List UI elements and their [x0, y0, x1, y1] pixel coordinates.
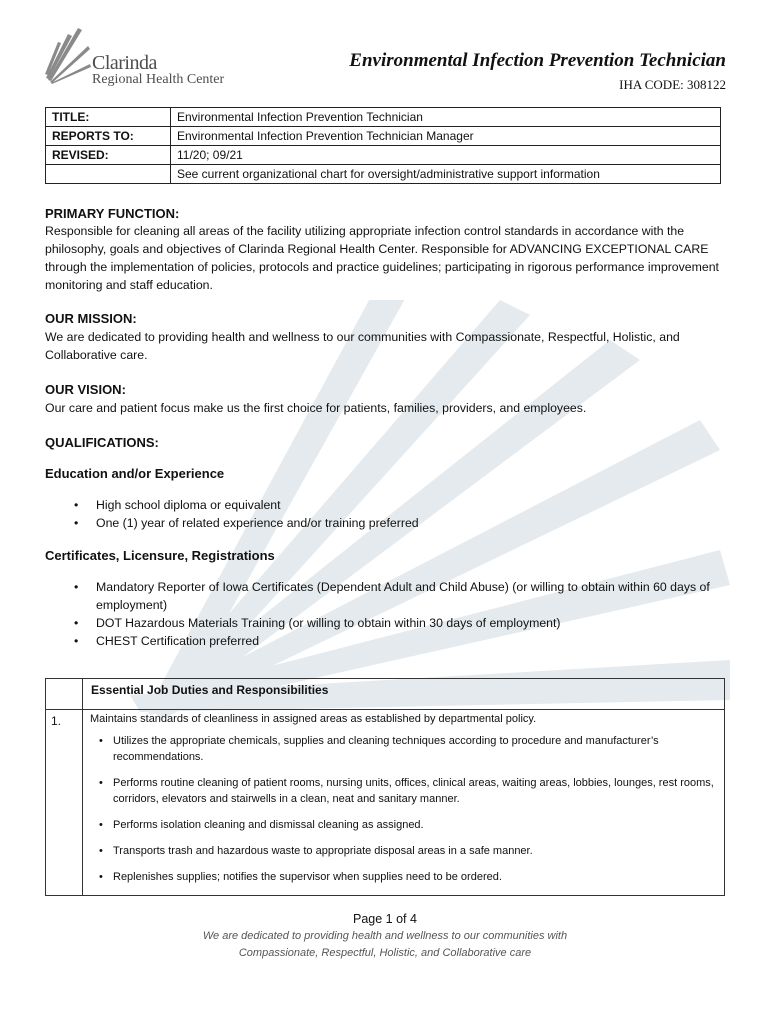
list-item: • DOT Hazardous Materials Training (or willing to obtain within 30 days of employment): [45, 614, 725, 632]
logo-subtitle: Regional Health Center: [92, 72, 225, 87]
document-title: Environmental Infection Prevention Technician: [349, 50, 726, 71]
logo-name: Clarinda: [92, 52, 157, 74]
table-row: [46, 679, 725, 710]
vision-heading: OUR VISION:: [45, 382, 126, 397]
list-item: • Transports trash and hazardous waste to appropriate disposal areas in a safe manner.: [91, 843, 724, 859]
info-label: REPORTS TO:: [46, 127, 171, 146]
duty-main-text: Maintains standards of cleanliness in assigned areas as established by departmental policy.: [90, 713, 537, 725]
job-info-table: [45, 107, 721, 184]
list-item: • CHEST Certification preferred: [45, 632, 725, 650]
page-number: Page 1 of 4: [353, 912, 417, 926]
vision-text: Our care and patient focus make us the first choice for patients, families, providers, and employees.: [45, 401, 587, 415]
list-item: • Replenishes supplies; notifies the supervisor when supplies need to be ordered.: [91, 869, 724, 885]
footer-tagline-2: Compassionate, Respectful, Holistic, and Collaborative care: [238, 947, 532, 959]
table-row: [46, 108, 721, 127]
mission-heading: OUR MISSION:: [45, 311, 137, 326]
logo-mark-icon: [42, 24, 92, 84]
certificates-heading: Certificates, Licensure, Registrations: [45, 548, 275, 563]
primary-function-heading: PRIMARY FUNCTION:: [45, 206, 180, 221]
duties-heading: Essential Job Duties and Responsibilities: [83, 679, 725, 710]
footer-tagline-1: We are dedicated to providing health and wellness to our communities with: [202, 930, 568, 942]
table-row: [46, 146, 721, 165]
education-list: [45, 496, 725, 532]
certificates-list: [45, 578, 725, 650]
info-value: Environmental Infection Prevention Technician Manager: [171, 127, 721, 146]
info-value: Environmental Infection Prevention Technician: [171, 108, 721, 127]
list-item: • Performs routine cleaning of patient rooms, nursing units, offices, clinical areas, waiting areas, lobbies, lounges, rest rooms, corridors, elevators and stairwells in a clean, neat and sanitary manner.: [91, 775, 724, 807]
clarinda-logo: [42, 24, 242, 90]
list-item: • Mandatory Reporter of Iowa Certificates (Dependent Adult and Child Abuse) (or willing to obtain within 60 days of employment): [45, 578, 725, 614]
info-label: [46, 165, 171, 184]
info-value: 11/20; 09/21: [171, 146, 721, 165]
primary-function-text: Responsible for cleaning all areas of the facility utilizing appropriate infection control standards in accordance with the philosophy, goals and objectives of Clarinda Regional Health Center. Responsible for ADVANCING EXCEPTIONAL CARE through the implementation of policies, protocols and practice guidelines; participating in rigorous performance improvement monitoring and staff education.: [45, 224, 719, 292]
info-label: TITLE:: [46, 108, 171, 127]
education-heading: Education and/or Experience: [45, 466, 225, 481]
info-value: See current organizational chart for oversight/administrative support information: [171, 165, 721, 184]
table-row: [46, 127, 721, 146]
list-item: • High school diploma or equivalent: [45, 496, 725, 514]
iha-code: IHA CODE: 308122: [619, 77, 726, 92]
qualifications-heading: QUALIFICATIONS:: [45, 435, 159, 450]
table-row: [46, 710, 725, 896]
list-item: • Performs isolation cleaning and dismissal cleaning as assigned.: [91, 817, 724, 833]
info-label: REVISED:: [46, 146, 171, 165]
list-item: • One (1) year of related experience and/or training preferred: [45, 514, 725, 532]
duty-items-list: [91, 733, 724, 885]
mission-text: We are dedicated to providing health and wellness to our communities with Compassionate, Respectful, Holistic, and Collaborative care.: [45, 330, 680, 362]
list-item: • Utilizes the appropriate chemicals, supplies and cleaning techniques according to procedure and manufacturer’s recommendations.: [91, 733, 724, 765]
table-row: [46, 165, 721, 184]
duty-number: 1.: [46, 710, 83, 896]
job-duties-table: [45, 678, 725, 896]
